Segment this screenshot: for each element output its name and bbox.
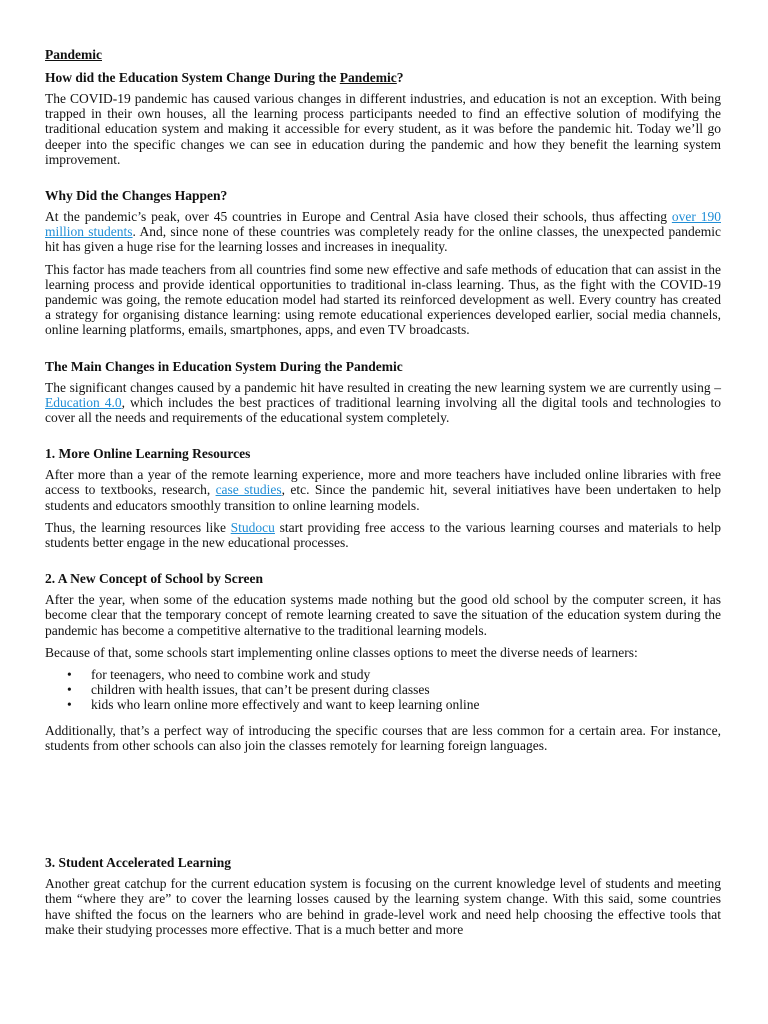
paragraph-specific-courses: Additionally, that’s a perfect way of introducing the specific courses that are less common for a certain area. For instance, students from other schools can also join the classes remotely for learning foreign languages. [45,722,721,753]
paragraph-catchup: Another great catchup for the current education system is focusing on the current knowledge level of students and meeting them “where they are” to cover the learning losses caused by the learning system change. With this said, some countries have shifted the focus on the learners who are behind in grade-level work and need help choosing the effective tools that make their studying processes more effective. That is a much better and more [45,876,721,937]
heading-main-changes: The Main Changes in Education System During the Pandemic [45,358,403,374]
paragraph-online-libraries [45,467,721,513]
paragraph-text: Thus, the learning resources like [45,519,231,535]
link-studocu[interactable]: Studocu [230,519,275,535]
heading-school-by-screen: 2. A New Concept of School by Screen [45,571,263,587]
bullet-icon: • [67,667,72,683]
heading-online-resources: 1. More Online Learning Resources [45,446,251,462]
list-item [67,667,721,683]
paragraph-text: , which includes the best practices of traditional learning involving all the digital tools and technologies to cover all the needs and requirements of the educational system completely. [45,394,721,426]
link-education-4[interactable]: Education 4.0 [45,394,122,410]
list-item-text: kids who learn online more effectively and want to keep learning online [91,697,480,713]
paragraph-text: The significant changes caused by a pandemic hit have resulted in creating the new learning system we are currently using – [45,379,721,395]
list-item [67,682,721,698]
heading-education-change [45,69,721,86]
list-item-text: for teenagers, who need to combine work and study [91,667,371,683]
paragraph-school-closures [45,209,721,255]
bullet-icon: • [67,697,72,713]
paragraph-text: start providing free access to the various learning courses and materials to help students better engage in the new educational processes. [45,519,721,551]
paragraph-text: . And, since none of these countries was completely ready for the online classes, the unexpected pandemic hit has given a huge rise for the learning losses and increases in inequality. [45,224,721,255]
link-190-million-students[interactable]: over 190 million students [45,209,721,240]
intro-paragraph: The COVID-19 pandemic has caused various changes in different industries, and education is not an exception. With being trapped in their own houses, all the learning process participants needed to find an effective solution of modifying the traditional education system and making it accessible for every student, as it was before the pandemic hit. Today we’ll go deeper into the specific changes we can see in education during the pandemic and how they benefit the learning system improvement. [45,91,721,167]
document-title: Pandemic [45,47,102,62]
pandemic-heading-link[interactable]: Pandemic [339,70,397,85]
paragraph-text: At the pandemic’s peak, over 45 countries in Europe and Central Asia have closed their schools, thus affecting [45,209,672,225]
paragraph-text: After more than a year of the remote learning experience, more and more teachers have included online libraries with free access to textbooks, research, [45,467,721,498]
heading-why-changes: Why Did the Changes Happen? [45,188,228,204]
paragraph-text: , etc. Since the pandemic hit, several initiatives have been undertaken to help students and educators smoothly transition to online learning models. [45,482,721,513]
heading-text: How did the Education System Change During the [45,70,340,85]
paragraph-education-4 [45,380,721,426]
bullet-icon: • [67,682,72,698]
paragraph-online-options: Because of that, some schools start implementing online classes options to meet the diverse needs of learners: [45,644,638,660]
document-body [45,46,721,944]
learner-needs-list [45,667,721,713]
heading-suffix: ? [396,70,404,85]
paragraph-remote-methods: This factor has made teachers from all countries find some new effective and safe methods of education that can assist in the learning process and provide identical opportunities to traditional in-class learning. Thus, as the fight with the COVID-19 pandemic was going, the remote education model had started its reinforced development as well. Every country has created a strategy for organising distance learning: using remote educational experiences developed earlier, social media channels, online learning platforms, emails, smartphones, apps, and even TV broadcasts. [45,261,721,338]
paragraph-competitive-alternative: After the year, when some of the education systems made nothing but the good old school by the computer screen, it has become clear that the temporary concept of remote learning created to save the situation of the education system during the pandemic has become a competitive alternative to the traditional learning models. [45,592,721,638]
paragraph-studocu [45,520,721,550]
list-item-text: children with health issues, that can’t be present during classes [91,682,430,698]
heading-accelerated-learning: 3. Student Accelerated Learning [45,855,231,871]
link-case-studies[interactable]: case studies [215,482,282,498]
list-item [67,697,721,713]
